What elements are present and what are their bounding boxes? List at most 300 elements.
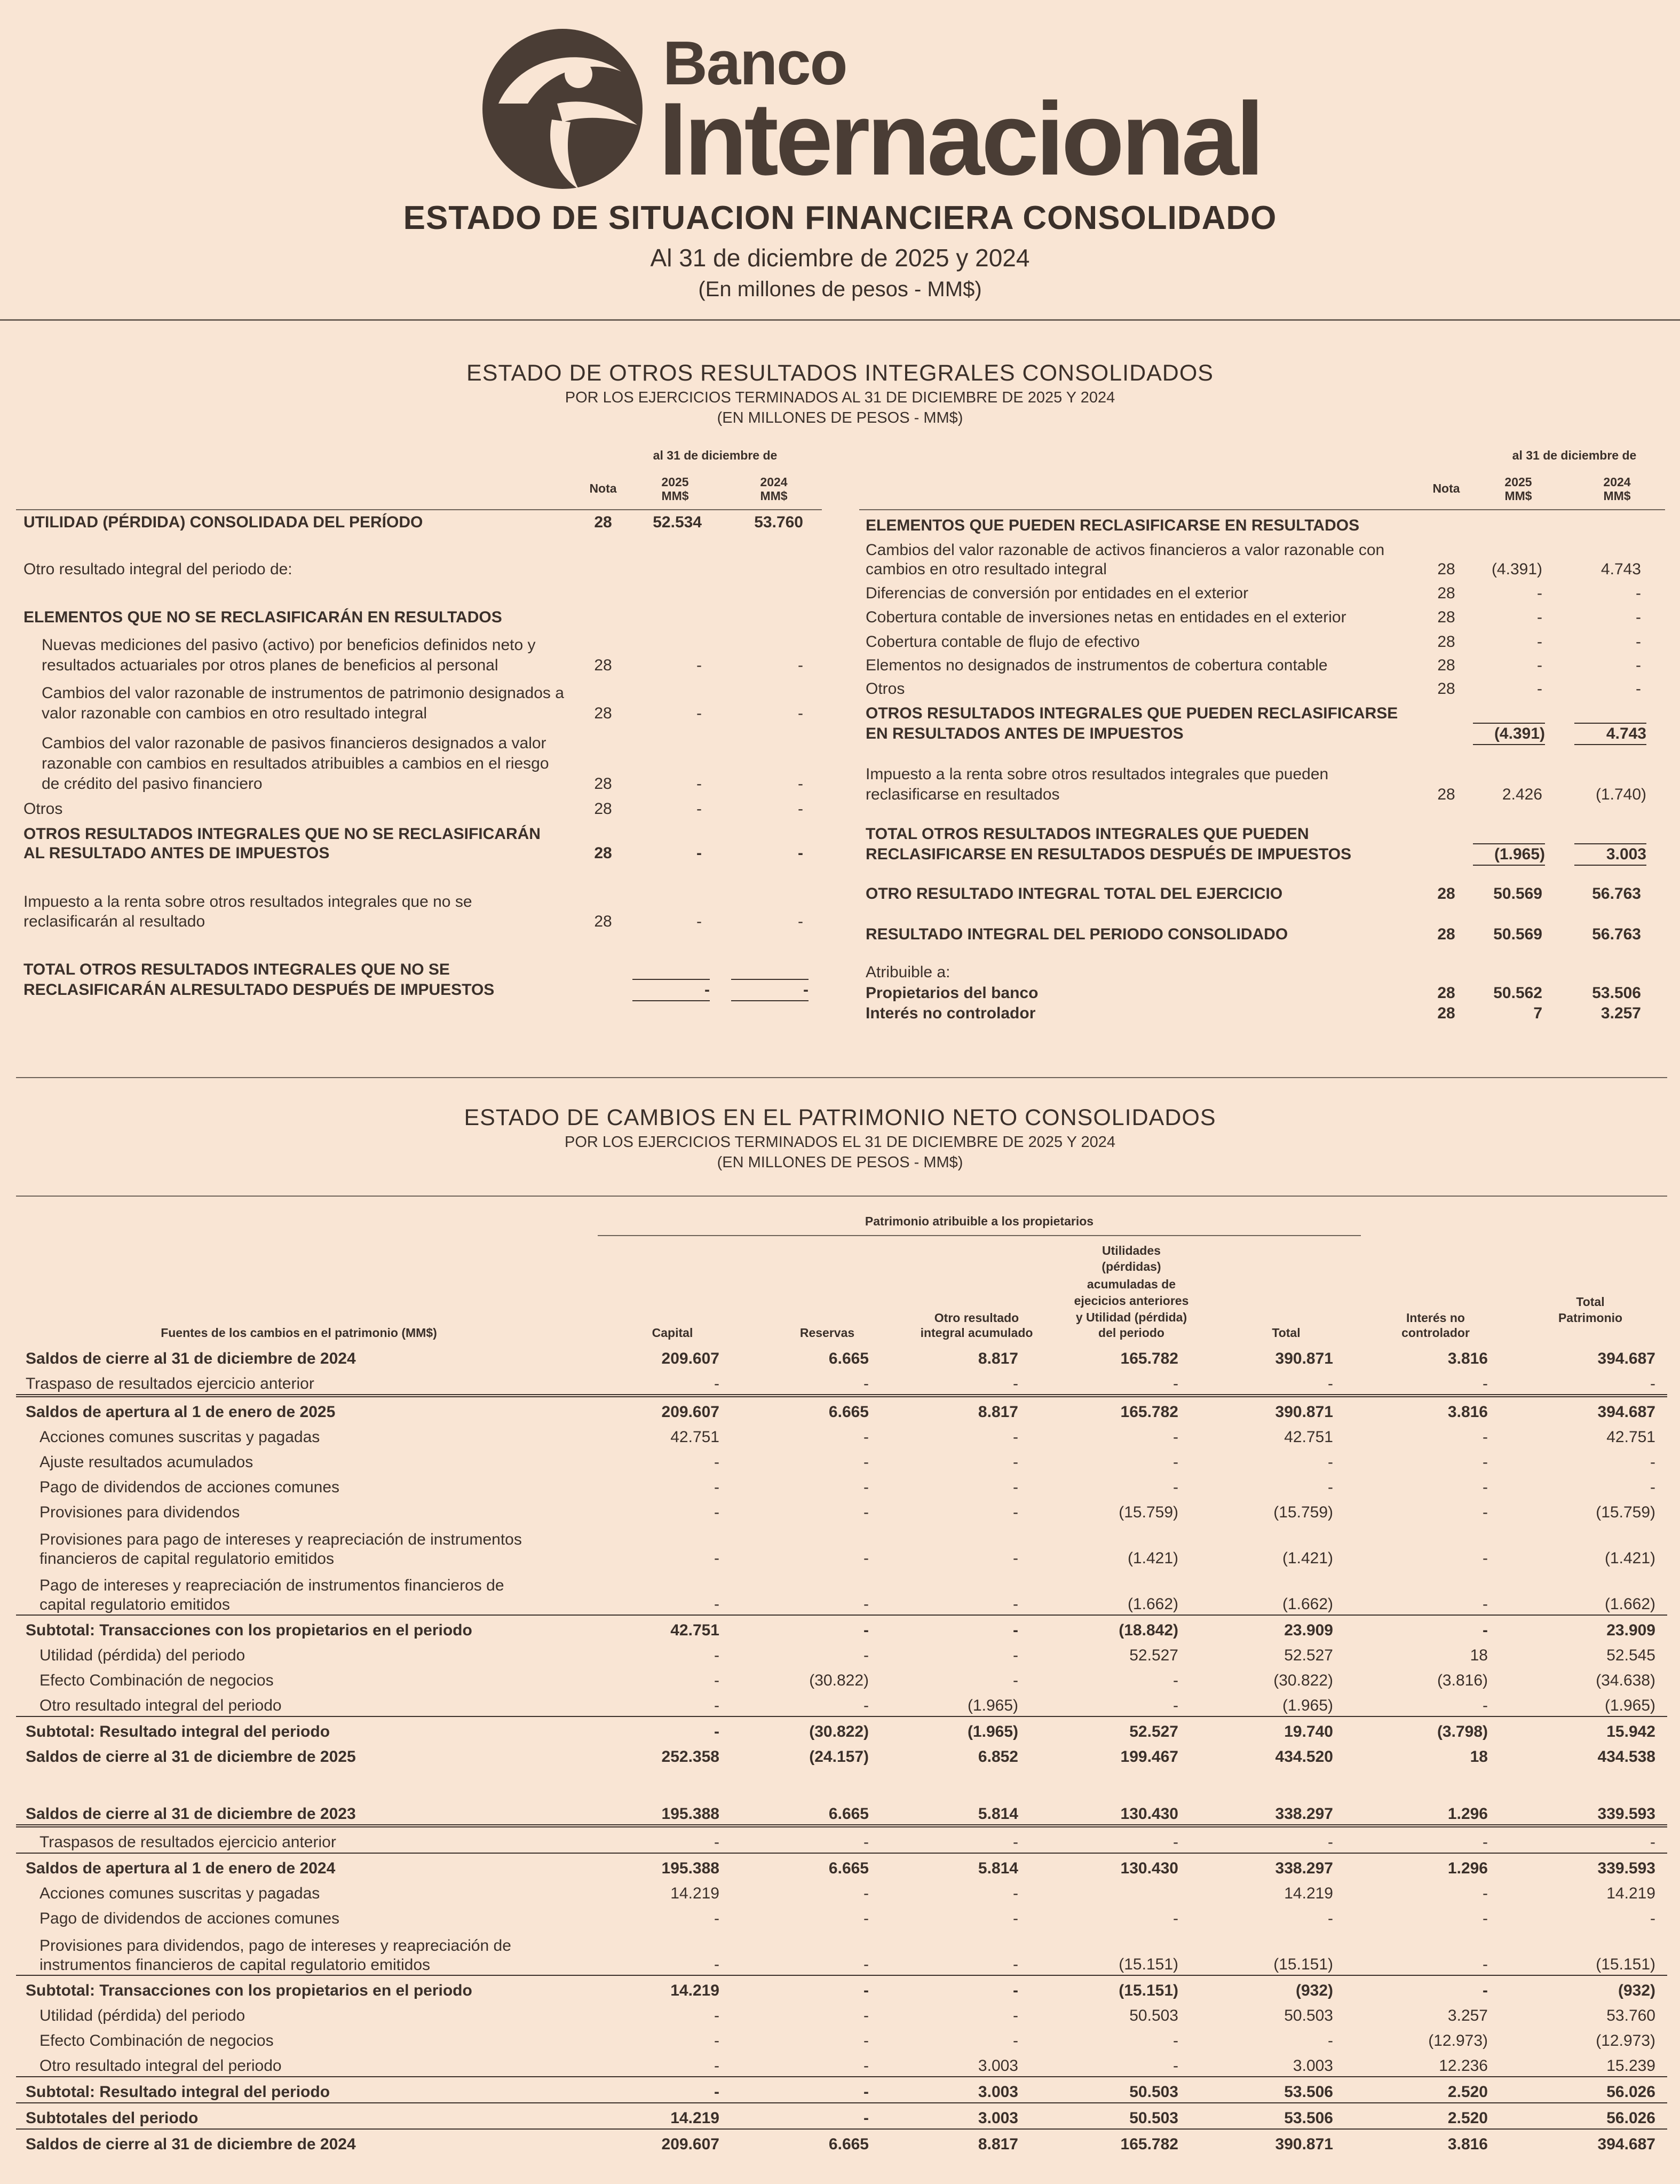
row-value: 195.388 bbox=[598, 1853, 731, 1879]
no-reclas-item-2-nota: 28 bbox=[594, 705, 612, 722]
row-value: 165.782 bbox=[1030, 2129, 1190, 2155]
section-divider bbox=[16, 1077, 1667, 1078]
bank-logo bbox=[477, 23, 1262, 197]
row-label: Provisiones para dividendos, pago de intereses y reapreciación de instrumentos financieros de capital regulatorio emitidos bbox=[39, 1937, 511, 1974]
no-reclas-total-antes-nota: 28 bbox=[594, 844, 612, 862]
row-value: - bbox=[881, 1826, 1030, 1853]
row-value: - bbox=[714, 2032, 719, 2050]
atribuible-label: Atribuible a: bbox=[866, 963, 950, 981]
row-value: - bbox=[731, 1975, 881, 2001]
row-value: - bbox=[1483, 1956, 1488, 1973]
row-value: (15.151) bbox=[1596, 1956, 1655, 1973]
no-reclas-total-despues-2024: - bbox=[731, 979, 809, 1001]
row-value: - bbox=[714, 1549, 719, 1567]
table-row bbox=[16, 1396, 1667, 1422]
utilidad-2024: 53.760 bbox=[754, 513, 803, 531]
left-col-group-header: al 31 de diciembre de bbox=[653, 448, 778, 462]
table-spacer bbox=[16, 1767, 1667, 1799]
row-value: 390.871 bbox=[1275, 1350, 1333, 1367]
row-value: - bbox=[863, 1595, 869, 1613]
row-value: (15.151) bbox=[1119, 1956, 1178, 1973]
no-reclas-item-2-2024: - bbox=[798, 705, 803, 722]
equity-col-capital: Capital bbox=[652, 1326, 693, 1340]
row-value: (3.798) bbox=[1345, 1716, 1500, 1742]
otro-resultado-label: Otro resultado integral del periodo de: bbox=[23, 560, 292, 578]
row-value: - bbox=[1483, 1428, 1488, 1446]
table-row bbox=[16, 1975, 1667, 2001]
no-reclas-item-3-line3: de crédito del pasivo financiero bbox=[42, 775, 263, 793]
row-value: - bbox=[1013, 2032, 1018, 2050]
row-value: 18 bbox=[1470, 1647, 1488, 1664]
row-value: (3.816) bbox=[1437, 1672, 1488, 1689]
table-row bbox=[16, 1716, 1667, 1742]
row-value: 390.871 bbox=[1190, 2129, 1345, 2155]
row-label: Subtotal: Resultado integral del periodo bbox=[16, 2077, 598, 2103]
row-label: Provisiones para dividendos bbox=[39, 1504, 240, 1521]
document-date: Al 31 de diciembre de 2025 y 2024 bbox=[650, 244, 1030, 272]
row-label: Efecto Combinación de negocios bbox=[39, 2032, 274, 2050]
reclas-total-despues-2024: 3.003 bbox=[1574, 843, 1646, 866]
resultado-integral-2025: 50.569 bbox=[1493, 925, 1542, 943]
row-value: - bbox=[731, 1826, 881, 1853]
reclas-item-5-2024: - bbox=[1636, 656, 1641, 674]
row-value: (1.965) bbox=[967, 1697, 1018, 1714]
row-value: - bbox=[714, 1478, 719, 1496]
row-value: - bbox=[1345, 1975, 1500, 2001]
row-value: - bbox=[714, 1504, 719, 1521]
table-row bbox=[16, 1498, 1667, 1523]
row-value: - bbox=[1650, 1478, 1655, 1496]
header-divider bbox=[0, 319, 1680, 321]
row-value: - bbox=[1013, 1595, 1018, 1613]
row-value: - bbox=[863, 1885, 869, 1902]
right-header-rule bbox=[859, 509, 1665, 510]
table-row bbox=[16, 1666, 1667, 1691]
propietarios-nota: 28 bbox=[1437, 984, 1455, 1002]
row-value: - bbox=[1173, 1453, 1178, 1471]
row-label: Utilidad (pérdida) del periodo bbox=[39, 2007, 245, 2024]
row-value: - bbox=[1013, 2007, 1018, 2024]
row-value: 42.751 bbox=[1284, 1428, 1333, 1446]
row-value: 209.607 bbox=[598, 1396, 731, 1422]
resultado-integral-2024: 56.763 bbox=[1592, 925, 1641, 943]
row-value: - bbox=[1190, 1826, 1345, 1853]
row-value: 8.817 bbox=[881, 1396, 1030, 1422]
row-value: - bbox=[1650, 1375, 1655, 1392]
equity-col-util-line3: acumuladas de bbox=[1087, 1277, 1176, 1291]
row-label: Subtotal: Resultado integral del periodo bbox=[16, 1716, 598, 1742]
table-row bbox=[16, 2001, 1667, 2026]
row-value: 5.814 bbox=[978, 1805, 1018, 1823]
row-value: - bbox=[863, 1453, 869, 1471]
row-label: Efecto Combinación de negocios bbox=[39, 1672, 274, 1689]
utilidad-nota: 28 bbox=[594, 513, 612, 531]
no-reclas-impuesto-line2: reclasificarán al resultado bbox=[23, 913, 205, 930]
reclas-impuesto-2025: 2.426 bbox=[1502, 786, 1542, 803]
row-value: 18 bbox=[1470, 1748, 1488, 1766]
row-value: 14.219 bbox=[598, 2103, 731, 2129]
right-col-nota: Nota bbox=[1432, 481, 1460, 495]
row-label: Otro resultado integral del periodo bbox=[39, 2057, 282, 2075]
row-value: 15.239 bbox=[1606, 2057, 1655, 2075]
row-value: 209.607 bbox=[661, 1350, 719, 1367]
table-row bbox=[16, 1422, 1667, 1447]
row-value: - bbox=[1483, 1595, 1488, 1613]
reclas-total-antes-2025: (4.391) bbox=[1473, 723, 1545, 745]
equity-col-reservas: Reservas bbox=[799, 1326, 855, 1340]
document-units: (En millones de pesos - MM$) bbox=[698, 278, 982, 301]
row-value: 394.687 bbox=[1500, 2129, 1667, 2155]
row-value: (1.662) bbox=[1127, 1595, 1178, 1613]
ori-units: (EN MILLONES DE PESOS - MM$) bbox=[717, 409, 963, 426]
row-label: Saldos de apertura al 1 de enero de 2024 bbox=[16, 1853, 598, 1879]
no-controlador-2025: 7 bbox=[1533, 1004, 1542, 1022]
table-row bbox=[16, 2077, 1667, 2103]
row-value: 23.909 bbox=[1500, 1615, 1667, 1641]
row-label: Subtotales del periodo bbox=[16, 2103, 598, 2129]
row-value: - bbox=[1173, 2032, 1178, 2050]
row-value: 42.751 bbox=[1606, 1428, 1655, 1446]
row-value: - bbox=[714, 1956, 719, 1973]
row-value: - bbox=[714, 1697, 719, 1714]
row-value: 15.942 bbox=[1500, 1716, 1667, 1742]
row-value: (15.759) bbox=[1596, 1504, 1655, 1521]
row-value: - bbox=[731, 2077, 881, 2103]
row-label: Acciones comunes suscritas y pagadas bbox=[39, 1885, 320, 1902]
propietarios-2024: 53.506 bbox=[1592, 984, 1641, 1002]
reclas-impuesto-line2: reclasificarse en resultados bbox=[866, 786, 1060, 803]
row-value: - bbox=[863, 1647, 869, 1664]
reclas-item-4-2024: - bbox=[1636, 633, 1641, 651]
no-reclas-item-1-2025: - bbox=[696, 656, 702, 674]
no-reclas-total-antes-2025: - bbox=[696, 844, 702, 862]
no-reclas-impuesto-line1: Impuesto a la renta sobre otros resultados integrales que no se bbox=[23, 893, 472, 911]
bank-logo-icon bbox=[477, 23, 648, 194]
row-value: - bbox=[714, 1375, 719, 1392]
row-value: - bbox=[1650, 1453, 1655, 1471]
equity-group-rule bbox=[598, 1235, 1361, 1236]
no-reclas-item-2-line2: valor razonable con cambios en otro resultado integral bbox=[42, 705, 427, 722]
row-value: - bbox=[1483, 1697, 1488, 1714]
reclas-total-antes-line1: OTROS RESULTADOS INTEGRALES QUE PUEDEN RECLASIFICARSE bbox=[866, 705, 1398, 722]
row-value: 14.219 bbox=[1284, 1885, 1333, 1902]
reclas-item-6-2025: - bbox=[1537, 680, 1542, 698]
reclas-item-3-2025: - bbox=[1537, 608, 1542, 626]
row-value: - bbox=[863, 1478, 869, 1496]
row-value: - bbox=[714, 1672, 719, 1689]
right-col-group-header: al 31 de diciembre de bbox=[1512, 448, 1637, 462]
row-label: Pago de intereses y reapreciación de instrumentos financieros de capital regulatorio emitidos bbox=[39, 1577, 504, 1613]
otro-total-nota: 28 bbox=[1437, 885, 1455, 903]
row-label: Saldos de cierre al 31 de diciembre de 2024 bbox=[16, 2129, 598, 2155]
row-value: (18.842) bbox=[1030, 1615, 1190, 1641]
row-value: 209.607 bbox=[598, 2129, 731, 2155]
row-value: - bbox=[714, 2007, 719, 2024]
row-value: (1.662) bbox=[1604, 1595, 1655, 1613]
row-value: - bbox=[1013, 1956, 1018, 1973]
row-value: - bbox=[1483, 1453, 1488, 1471]
row-value: 3.816 bbox=[1345, 2129, 1500, 2155]
row-value: - bbox=[714, 1453, 719, 1471]
left-header-rule bbox=[16, 509, 822, 510]
row-value: (1.421) bbox=[1604, 1549, 1655, 1567]
reclas-total-despues-line1: TOTAL OTROS RESULTADOS INTEGRALES QUE PUEDEN bbox=[866, 825, 1309, 843]
table-row bbox=[16, 2103, 1667, 2129]
otro-total-2025: 50.569 bbox=[1493, 885, 1542, 903]
row-value: (1.421) bbox=[1127, 1549, 1178, 1567]
reclas-item-4-label: Cobertura contable de flujo de efectivo bbox=[866, 633, 1140, 651]
row-value: - bbox=[731, 1615, 881, 1641]
row-value: 42.751 bbox=[670, 1428, 719, 1446]
row-value: (15.151) bbox=[1273, 1956, 1333, 1973]
no-reclas-item-3-nota: 28 bbox=[594, 775, 612, 793]
row-value: - bbox=[863, 1549, 869, 1567]
reclas-impuesto-line1: Impuesto a la renta sobre otros resultados integrales que pueden bbox=[866, 765, 1329, 783]
table-row bbox=[16, 1904, 1667, 1929]
right-col-2024: 2024 bbox=[1603, 475, 1631, 489]
row-value: (1.662) bbox=[1282, 1595, 1333, 1613]
no-reclas-item-1-line2: resultados actuariales por otros planes de beneficios al personal bbox=[42, 656, 498, 674]
no-reclas-item-3-line1: Cambios del valor razonable de pasivos financieros designados a valor bbox=[42, 734, 546, 752]
row-value: - bbox=[1483, 1549, 1488, 1567]
row-value: - bbox=[1483, 1910, 1488, 1927]
row-value: (15.759) bbox=[1119, 1504, 1178, 1521]
no-reclas-total-despues-2025: - bbox=[632, 979, 710, 1001]
row-label: Saldos de apertura al 1 de enero de 2025 bbox=[16, 1396, 598, 1422]
row-value: (24.157) bbox=[809, 1748, 869, 1766]
row-value: 2.520 bbox=[1345, 2077, 1500, 2103]
row-value: 199.467 bbox=[1120, 1748, 1178, 1766]
row-value: - bbox=[598, 1826, 731, 1853]
row-value: - bbox=[1328, 2032, 1333, 2050]
table-row bbox=[16, 1447, 1667, 1473]
table-row bbox=[16, 1799, 1667, 1826]
table-row bbox=[16, 1344, 1667, 1369]
row-value: 130.430 bbox=[1120, 1805, 1178, 1823]
table-row bbox=[16, 1929, 1667, 1975]
row-value: 338.297 bbox=[1275, 1805, 1333, 1823]
row-value: - bbox=[1173, 1428, 1178, 1446]
row-value: - bbox=[1013, 1885, 1018, 1902]
table-row bbox=[16, 1473, 1667, 1498]
table-row bbox=[16, 1826, 1667, 1853]
no-reclas-impuesto-2024: - bbox=[798, 913, 803, 930]
row-value: (15.759) bbox=[1273, 1504, 1333, 1521]
row-label: Traspaso de resultados ejercicio anterior bbox=[26, 1375, 314, 1392]
row-value: 19.740 bbox=[1190, 1716, 1345, 1742]
table-row bbox=[16, 2129, 1667, 2155]
row-value: - bbox=[1013, 1428, 1018, 1446]
row-value: 3.816 bbox=[1345, 1396, 1500, 1422]
row-value: - bbox=[1013, 1453, 1018, 1471]
row-value: (30.822) bbox=[809, 1672, 869, 1689]
row-value: 3.003 bbox=[881, 2077, 1030, 2103]
row-value: (12.973) bbox=[1428, 2032, 1488, 2050]
row-value: - bbox=[1013, 1504, 1018, 1521]
no-reclas-item-3-line2: razonable con cambios en resultados atribuibles a cambios en el riesgo bbox=[42, 755, 549, 772]
row-label: Ajuste resultados acumulados bbox=[39, 1453, 253, 1471]
row-value: 434.538 bbox=[1597, 1748, 1655, 1766]
row-value: 56.026 bbox=[1500, 2077, 1667, 2103]
row-value: 5.814 bbox=[881, 1853, 1030, 1879]
row-value: 1.296 bbox=[1345, 1853, 1500, 1879]
row-value: - bbox=[714, 1910, 719, 1927]
row-label: Otro resultado integral del periodo bbox=[39, 1697, 282, 1714]
row-value: - bbox=[863, 1956, 869, 1973]
resultado-integral-label: RESULTADO INTEGRAL DEL PERIODO CONSOLIDADO bbox=[866, 925, 1288, 943]
row-value: (34.638) bbox=[1596, 1672, 1655, 1689]
row-value: 3.003 bbox=[978, 2057, 1018, 2075]
row-value: 52.527 bbox=[1129, 1647, 1178, 1664]
row-value: (932) bbox=[1190, 1975, 1345, 2001]
no-reclas-impuesto-2025: - bbox=[696, 913, 702, 930]
document-title: ESTADO DE SITUACION FINANCIERA CONSOLIDADO bbox=[403, 200, 1277, 236]
row-value: 14.219 bbox=[1606, 1885, 1655, 1902]
equity-group-header: Patrimonio atribuible a los propietarios bbox=[865, 1214, 1094, 1228]
reclas-item-1-line1: Cambios del valor razonable de activos financieros a valor razonable con bbox=[866, 541, 1385, 559]
equity-col-interes-line1: Interés no bbox=[1406, 1311, 1465, 1325]
reclas-total-antes-line2: EN RESULTADOS ANTES DE IMPUESTOS bbox=[866, 725, 1184, 742]
reclas-impuesto-2024: (1.740) bbox=[1595, 786, 1646, 803]
reclas-item-6-2024: - bbox=[1636, 680, 1641, 698]
no-reclas-item-2-line1: Cambios del valor razonable de instrumentos de patrimonio designados a bbox=[42, 684, 564, 702]
equity-col-totpat-line1: Total bbox=[1576, 1295, 1605, 1309]
row-value: 3.257 bbox=[1447, 2007, 1488, 2024]
reclas-item-5-2025: - bbox=[1537, 656, 1542, 674]
row-value: 165.782 bbox=[1120, 1350, 1178, 1367]
bank-name-line2: Internacional bbox=[659, 81, 1262, 197]
table-row bbox=[16, 1615, 1667, 1641]
row-value: 6.665 bbox=[731, 1396, 881, 1422]
equity-col-total: Total bbox=[1272, 1326, 1301, 1340]
reclas-item-4-2025: - bbox=[1537, 633, 1542, 651]
equity-col-util-line1: Utilidades bbox=[1102, 1244, 1161, 1257]
row-value: - bbox=[1345, 1615, 1500, 1641]
row-value: - bbox=[714, 1595, 719, 1613]
reclas-impuesto-nota: 28 bbox=[1437, 786, 1455, 803]
row-value: - bbox=[863, 1504, 869, 1521]
row-value: - bbox=[881, 1615, 1030, 1641]
equity-title: ESTADO DE CAMBIOS EN EL PATRIMONIO NETO CONSOLIDADOS bbox=[464, 1105, 1216, 1130]
row-value: - bbox=[1328, 1478, 1333, 1496]
equity-units: (EN MILLONES DE PESOS - MM$) bbox=[717, 1154, 963, 1171]
table-row bbox=[16, 2051, 1667, 2077]
row-value: 3.003 bbox=[1293, 2057, 1333, 2075]
row-value: - bbox=[1328, 1375, 1333, 1392]
row-value: - bbox=[863, 2032, 869, 2050]
right-col-2024-unit: MM$ bbox=[1603, 489, 1631, 503]
no-reclas-total-antes-line1: OTROS RESULTADOS INTEGRALES QUE NO SE RECLASIFICARÁN bbox=[23, 825, 541, 843]
reclas-item-6-label: Otros bbox=[866, 680, 905, 698]
table-row bbox=[16, 1742, 1667, 1767]
row-value: 1.296 bbox=[1447, 1805, 1488, 1823]
row-value: - bbox=[1345, 1826, 1500, 1853]
row-value: - bbox=[1650, 1910, 1655, 1927]
left-otros-label: Otros bbox=[23, 800, 63, 818]
reclas-item-5-label: Elementos no designados de instrumentos de cobertura contable bbox=[866, 656, 1328, 674]
row-value: - bbox=[1483, 1478, 1488, 1496]
row-value: (932) bbox=[1500, 1975, 1667, 2001]
table-spacer-cell bbox=[16, 1767, 1667, 1799]
row-value: - bbox=[714, 2057, 719, 2075]
reclas-item-2-2025: - bbox=[1537, 584, 1542, 602]
right-col-2025-unit: MM$ bbox=[1504, 489, 1532, 503]
row-label: Pago de dividendos de acciones comunes bbox=[39, 1478, 340, 1496]
no-controlador-label: Interés no controlador bbox=[866, 1004, 1036, 1022]
reclas-item-1-2024: 4.743 bbox=[1600, 560, 1641, 578]
row-label: Acciones comunes suscritas y pagadas bbox=[39, 1428, 320, 1446]
row-value: - bbox=[1013, 1672, 1018, 1689]
equity-col-otro-line1: Otro resultado bbox=[934, 1311, 1019, 1325]
row-value: 53.760 bbox=[1606, 2007, 1655, 2024]
no-reclas-total-despues-line1: TOTAL OTROS RESULTADOS INTEGRALES QUE NO SE bbox=[23, 961, 450, 978]
left-otros-2025: - bbox=[696, 800, 702, 818]
row-value: 6.665 bbox=[828, 1805, 869, 1823]
row-value: 394.687 bbox=[1500, 1396, 1667, 1422]
reclas-item-2-label: Diferencias de conversión por entidades en el exterior bbox=[866, 584, 1249, 602]
row-value: 50.503 bbox=[1284, 2007, 1333, 2024]
row-value: 53.506 bbox=[1190, 2103, 1345, 2129]
row-value: - bbox=[863, 1428, 869, 1446]
row-value: (15.151) bbox=[1030, 1975, 1190, 2001]
row-value: 339.593 bbox=[1597, 1805, 1655, 1823]
table-row bbox=[16, 2026, 1667, 2051]
reclas-item-1-2025: (4.391) bbox=[1491, 560, 1542, 578]
row-value: 56.026 bbox=[1500, 2103, 1667, 2129]
reclas-item-2-2024: - bbox=[1636, 584, 1641, 602]
no-controlador-2024: 3.257 bbox=[1600, 1004, 1641, 1022]
reclas-item-3-label: Cobertura contable de inversiones netas en entidades en el exterior bbox=[866, 608, 1346, 626]
equity-table bbox=[16, 1344, 1667, 2155]
row-value: 3.816 bbox=[1447, 1350, 1488, 1367]
reclas-item-3-2024: - bbox=[1636, 608, 1641, 626]
document-header bbox=[0, 0, 1680, 319]
row-value: 52.545 bbox=[1606, 1647, 1655, 1664]
row-value: 165.782 bbox=[1030, 1396, 1190, 1422]
equity-col-fuentes: Fuentes de los cambios en el patrimonio (MM$) bbox=[161, 1326, 437, 1340]
left-col-2024: 2024 bbox=[760, 475, 788, 489]
row-value: - bbox=[863, 2007, 869, 2024]
reclas-total-despues-line2: RECLASIFICARSE EN RESULTADOS DESPUÉS DE IMPUESTOS bbox=[866, 845, 1352, 863]
otro-total-2024: 56.763 bbox=[1592, 885, 1641, 903]
row-value: 50.503 bbox=[1030, 2077, 1190, 2103]
reclas-item-4-nota: 28 bbox=[1437, 633, 1455, 651]
no-reclas-item-1-line1: Nuevas mediciones del pasivo (activo) por beneficios definidos neto y bbox=[42, 636, 536, 654]
row-value: - bbox=[598, 2077, 731, 2103]
equity-header-rule bbox=[16, 1196, 1667, 1197]
row-value: - bbox=[1013, 1375, 1018, 1392]
left-col-2024-unit: MM$ bbox=[760, 489, 788, 503]
row-value: (30.822) bbox=[1273, 1672, 1333, 1689]
reclas-item-1-nota: 28 bbox=[1437, 560, 1455, 578]
row-value: 252.358 bbox=[661, 1748, 719, 1766]
no-reclas-heading: ELEMENTOS QUE NO SE RECLASIFICARÁN EN RESULTADOS bbox=[23, 608, 502, 626]
equity-col-util-line5: y Utilidad (pérdida) bbox=[1075, 1310, 1187, 1324]
row-label: Provisiones para pago de intereses y reapreciación de instrumentos financieros de capital regulatorio emitidos bbox=[39, 1531, 522, 1568]
no-reclas-impuesto-nota: 28 bbox=[594, 913, 612, 930]
row-value: 6.665 bbox=[731, 1853, 881, 1879]
no-reclas-item-3-2025: - bbox=[696, 775, 702, 793]
row-value: (30.822) bbox=[731, 1716, 881, 1742]
left-col-2025-unit: MM$ bbox=[661, 489, 689, 503]
row-value: - bbox=[881, 1975, 1030, 2001]
row-value: 6.665 bbox=[731, 2129, 881, 2155]
row-value: - bbox=[731, 2103, 881, 2129]
table-row bbox=[16, 1691, 1667, 1716]
reclas-item-3-nota: 28 bbox=[1437, 608, 1455, 626]
row-value: 338.297 bbox=[1190, 1853, 1345, 1879]
equity-col-util-line6: del periodo bbox=[1098, 1326, 1164, 1340]
